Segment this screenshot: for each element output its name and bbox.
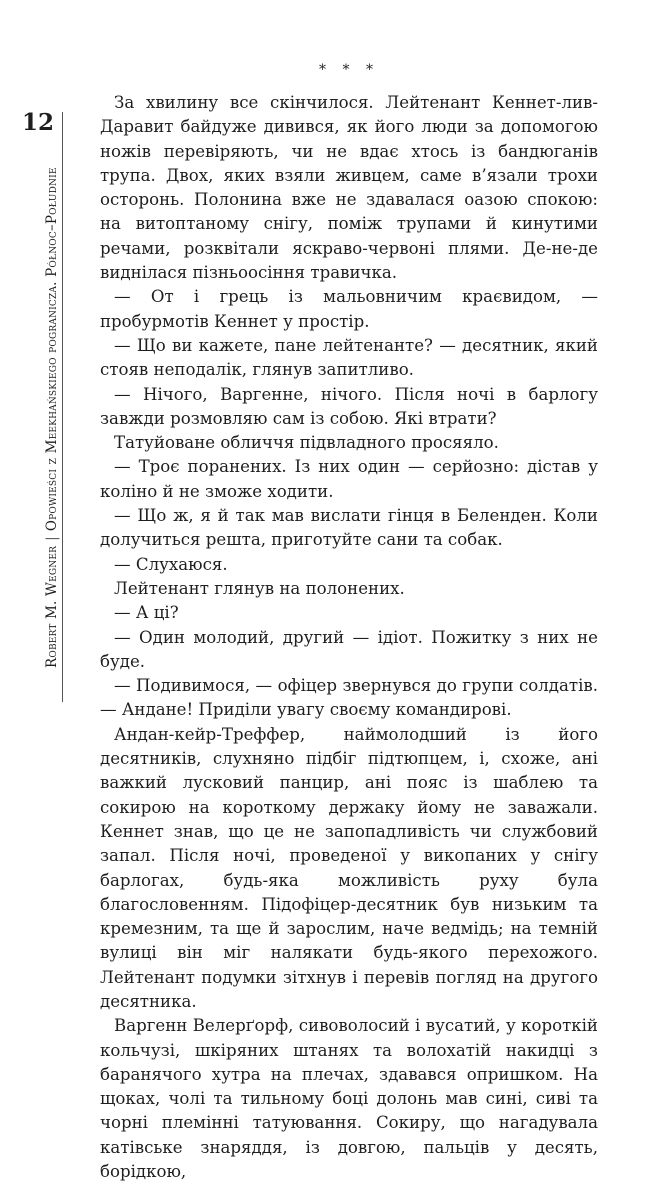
running-head-title: Opowieści z Meekhańskiego pogranicza. Północ–Południe	[44, 167, 60, 532]
paragraph: — Нічого, Варгенне, нічого. Після ночі в барлогу завжди розмовляю сам із собою. Які втрати?	[100, 384, 598, 428]
paragraph: За хвилину все скінчилося. Лейтенант Кеннет-лив-Даравит байдуже дивився, як його люди за допомогою ножів перевіряють, чи не вдає хтось із бандюганів трупа. Двох, яких взяли живцем, саме в’язали трохи осторонь. Полонина вже не здавалася оазою спокою: на витоптаному снігу, поміж трупами й кинутими речами, розквітали яскраво-червоні плями. Де-не-де виднілася пізньоосіння травичка.	[100, 93, 598, 283]
margin-rule	[62, 112, 63, 702]
page-number: 12	[22, 109, 55, 136]
paragraph: — Що ж, я й так мав вислати гінця в Беленден. Коли долучиться решта, приготуйте сани та собак.	[100, 506, 598, 550]
paragraph: — Троє поранених. Із них один — серйозно: дістав у коліно й не зможе ходити.	[100, 457, 598, 501]
running-head-author: Robert M. Wegner	[44, 545, 60, 668]
paragraph: — Подивимося, — офіцер звернувся до групи солдатів. — Андане! Приділи увагу своєму командирові.	[100, 676, 598, 720]
paragraph: — От і грець із мальовничим краєвидом, — пробурмотів Кеннет у простір.	[100, 287, 598, 331]
section-break: * * *	[319, 62, 379, 78]
paragraph: Андан-кейр-Треффер, наймолодший із його десятників, слухняно підбіг підтюпцем, і, схоже, ані важкий лусковий панцир, ані пояс із шаблею та сокирою на короткому держаку йому не заважали. Кеннет знав, що це не запопадливість чи службовий запал. Після ночі, проведеної у викопаних у снігу барлогах, будь-яка можливість руху була благословенням. Підофіцер-десятник був низьким та кремезним, та ще й зарослим, наче ведмідь; на темній вулиці він міг налякати будь-якого перехожого. Лейтенант подумки зітхнув і перевів погляд на другого десятника.	[100, 724, 598, 1011]
paragraph: — Слухаюся.	[114, 554, 228, 574]
paragraph: — Один молодий, другий — ідіот. Пожитку з них не буде.	[100, 627, 598, 671]
paragraph: Татуйоване обличчя підвладного просяяло.	[114, 433, 499, 453]
running-head-separator: |	[44, 536, 60, 541]
paragraph: — А ці?	[114, 603, 179, 623]
paragraph: Лейтенант глянув на полонених.	[114, 578, 405, 598]
paragraph: — Що ви кажете, пане лейтенанте? — десятник, який стояв неподалік, глянув запитливо.	[100, 335, 598, 380]
paragraph: Варгенн Велерґорф, сивоволосий і вусатий, у короткій кольчузі, шкіряних штанях та волохатій накидці з баранячого хутра на плечах, здавався опришком. На щоках, чолі та тильному боці долонь мав сині, сиві та чорні племінні татуювання. Сокиру, що нагадувала катівське знаряддя, із довгою, пальців у десять, борідкою,	[100, 1016, 598, 1182]
body-text	[100, 91, 598, 1184]
